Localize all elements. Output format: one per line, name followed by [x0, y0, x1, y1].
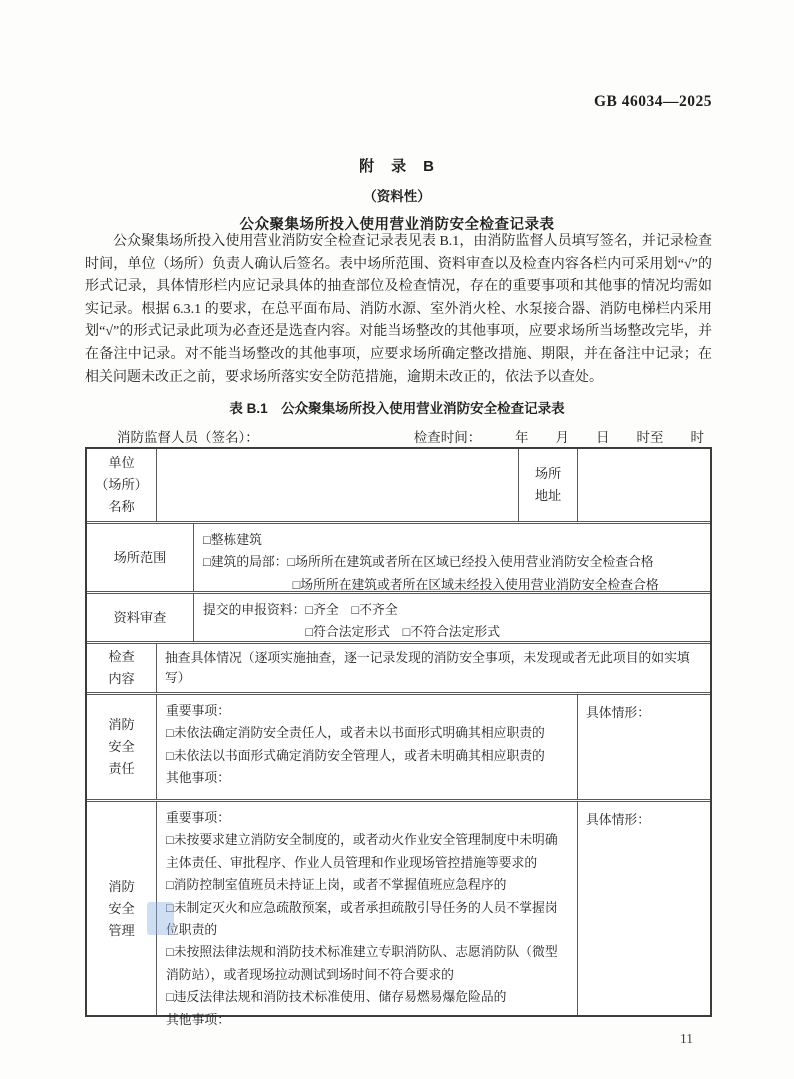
text-line: 其他事项： [166, 1012, 230, 1027]
text-line: □消防控制室值班员未持证上岗，或者不掌握值班应急程序的 [166, 878, 507, 893]
address-value-cell [578, 449, 710, 521]
table-presign-row [85, 426, 712, 446]
review-checkbox-options [194, 594, 710, 641]
text-line: □符合法定形式 □不符合法定形式 [203, 625, 500, 640]
safety-management-checkbox-items [157, 802, 578, 1027]
unit-name-header [87, 449, 157, 521]
text-line: □未按照法律法规和消防技术标准建立专职消防队、志愿消防队（微型消防站），或者现场拉动测试到场时间不符合要求的 [166, 945, 558, 982]
text-line: 提交的申报资料：□齐全 □不齐全 [203, 603, 398, 617]
scope-header: 场所范围 [87, 524, 194, 591]
check-content-header [87, 644, 157, 692]
text-line: 消防 [108, 878, 135, 894]
text-line: 名称 [108, 499, 135, 514]
table-row-scope [87, 521, 710, 591]
safety-duty-header [87, 695, 157, 799]
scope-checkbox-options [194, 524, 710, 591]
text-line: 重要事项： [166, 704, 230, 718]
text-line: 检查 [108, 649, 135, 664]
text-line: □未按要求建立消防安全制度的，或者动火作业安全管理制度中未明确主体责任、审批程序、作业人员管理和作业现场管控措施等要求的 [166, 833, 558, 870]
text-line: □未依法以书面形式确定消防安全管理人，或者未明确其相应职责的 [166, 748, 545, 763]
text-line: （场所） [95, 477, 148, 492]
text-line: □场所所在建筑或者所在区域未经投入使用营业消防安全检查合格 [203, 577, 659, 592]
table-row-safety-duty [87, 692, 710, 799]
watermark-stamp-fragment [147, 902, 174, 935]
table-row-unit-name [87, 449, 710, 521]
safety-duty-detail-cell: 具体情形： [586, 706, 650, 720]
standard-number: GB 46034—2025 [593, 93, 712, 110]
table-row-check-content [87, 641, 710, 692]
safety-duty-checkbox-items [157, 695, 578, 799]
text-line: 安全 [108, 900, 135, 916]
inspection-record-table [85, 447, 712, 1027]
text-line: 场所 [534, 466, 562, 481]
text-line: 单位 [108, 455, 135, 470]
table-row-review [87, 591, 710, 641]
text-line: 管理 [108, 922, 135, 938]
appendix-title: 公众聚集场所投入使用营业消防安全检查记录表 [239, 217, 555, 233]
check-time-label: 检查时间： 年 月 日 时至 时 [413, 430, 704, 445]
text-line: □建筑的局部：□场所所在建筑或者所在区域已经投入使用营业消防安全检查合格 [203, 555, 654, 570]
check-content-text: 抽查具体情况（逐项实施抽查，逐一记录发现的消防安全事项，未发现或者无此项目的如实填写） [165, 651, 690, 685]
review-header: 资料审查 [87, 594, 194, 641]
text-line: 其他事项： [166, 771, 230, 786]
page-number: 11 [680, 1031, 693, 1046]
unit-name-value-cell [157, 449, 519, 521]
text-line: 消防 [108, 717, 135, 732]
text-line: □未制定灭火和应急疏散预案，或者承担疏散引导任务的人员不掌握岗位职责的 [166, 900, 558, 938]
appendix-label: 附 录 B [359, 158, 435, 175]
text-line: 地址 [534, 488, 562, 503]
table-caption: 表 B.1 公众聚集场所投入使用营业消防安全检查记录表 [229, 401, 565, 416]
table-row-safety-management [87, 799, 710, 1027]
text-line: 内容 [108, 671, 135, 686]
text-line: □违反法律法规和消防技术标准使用、储存易燃易爆危险品的 [166, 990, 507, 1005]
text-line: 责任 [108, 761, 135, 776]
address-header [519, 449, 578, 521]
safety-management-detail-cell: 具体情形： [586, 813, 650, 827]
appendix-type-note: （资料性） [363, 189, 431, 204]
inspector-signature-label: 消防监督人员（签名）： [117, 430, 259, 445]
appendix-heading [0, 155, 794, 234]
intro-paragraph: 公众聚集场所投入使用营业消防安全检查记录表见表 B.1，由消防监督人员填写签名，并记录检查时间，单位（场所）负责人确认后签名。表中场所范围、资料审查以及检查内容各栏内可采用划“√”的形式记录，具体情形栏内应记录具体的抽查部位及检查情况，存在的重要事项和其他事的情况均需如实记录。根据 6.3.1 的要求，在总平面布局、消防水源、室外消火栓、水泵接合器、消防电梯栏内采用划“√”的形式记录此项为必查还是选查内容。对能当场整改的其他事项，应要求场所当场整改完毕，并在备注中记录。对不能当场整改的其他事项，应要求场所确定整改措施、期限，并在备注中记录；在相关问题未改正之前，要求场所落实安全防范措施，逾期未改正的，依法予以查处。 [85, 234, 712, 385]
text-line: □整栋建筑 [203, 533, 262, 547]
text-line: □未依法确定消防安全责任人，或者未以书面形式明确其相应职责的 [166, 726, 545, 741]
text-line: 重要事项： [166, 811, 230, 825]
text-line: 安全 [108, 739, 135, 754]
